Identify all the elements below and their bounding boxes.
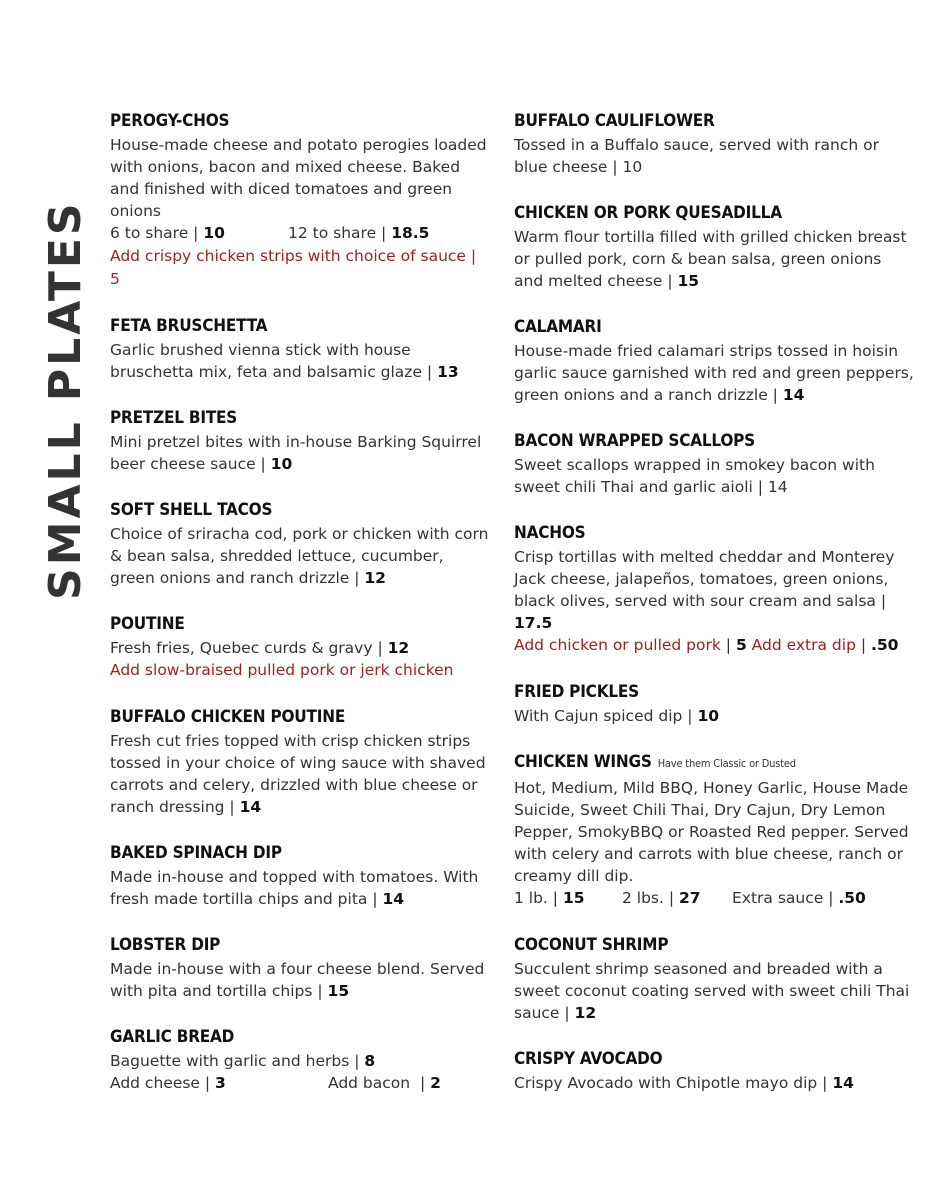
item-name: SOFT SHELL TACOS — [110, 500, 273, 520]
item-desc: Crisp tortillas with melted cheddar and Monterey Jack cheese, jalapeños, tomatoes, green onions, black olives, served with sour cream and salsa | — [514, 548, 895, 610]
item-desc: Garlic brushed vienna stick with house bruschetta mix, feta and balsamic glaze | — [110, 341, 438, 381]
menu-item — [110, 932, 490, 1002]
item-price: 15 — [327, 982, 350, 1000]
menu-item — [110, 704, 490, 818]
option-price: 27 — [679, 889, 701, 907]
menu-item — [110, 497, 490, 589]
item-desc: Crispy Avocado with Chipotle mayo dip | — [514, 1074, 833, 1092]
item-name: FETA BRUSCHETTA — [110, 316, 268, 336]
addon-price: 5 — [735, 636, 747, 654]
menu-item — [110, 611, 490, 682]
item-desc: Fresh fries, Quebec curds & gravy | — [110, 639, 388, 657]
item-name: BUFFALO CHICKEN POUTINE — [110, 707, 346, 727]
item-name: BUFFALO CAULIFLOWER — [514, 111, 715, 131]
option-label: 6 to share | — [110, 224, 204, 242]
item-addon: Add slow-braised pulled pork or jerk chicken — [110, 661, 454, 679]
item-name: PRETZEL BITES — [110, 408, 238, 428]
item-desc: Tossed in a Buffalo sauce, served with ranch or blue cheese | 10 — [514, 136, 880, 176]
left-column — [110, 108, 490, 1117]
option-label: 12 to share | — [288, 224, 392, 242]
right-column — [514, 108, 914, 1116]
item-name: BACON WRAPPED SCALLOPS — [514, 431, 755, 451]
item-desc: Made in-house and topped with tomatoes. With fresh made tortilla chips and pita | — [110, 868, 479, 908]
item-name: LOBSTER DIP — [110, 935, 221, 955]
menu-item — [514, 314, 914, 406]
addon-price: 3 — [215, 1074, 226, 1092]
item-name: CALAMARI — [514, 317, 602, 337]
option-price: .50 — [838, 889, 866, 907]
item-desc: Fresh cut fries topped with crisp chicken strips tossed in your choice of wing sauce with shaved carrots and celery, drizzled with blue cheese or ranch dressing | — [110, 732, 486, 816]
menu-item — [110, 108, 490, 291]
item-price: 10 — [697, 707, 720, 725]
item-desc: Made in-house with a four cheese blend. Served with pita and tortilla chips | — [110, 960, 485, 1000]
item-name: CHICKEN WINGS — [514, 752, 652, 772]
menu-item — [514, 679, 914, 727]
item-desc: Baguette with garlic and herbs | — [110, 1052, 365, 1070]
option-price: 18.5 — [391, 224, 430, 242]
item-name: NACHOS — [514, 523, 586, 543]
item-name: GARLIC BREAD — [110, 1027, 235, 1047]
addon-label: Add chicken or pulled pork — [514, 636, 721, 654]
item-price: 10 — [270, 455, 293, 473]
addon-label: Add extra dip — [751, 636, 856, 654]
item-desc: Warm flour tortilla filled with grilled chicken breast or pulled pork, corn & bean salsa, green onions and melted cheese | — [514, 228, 907, 290]
item-price: 14 — [382, 890, 405, 908]
menu-item — [110, 405, 490, 475]
item-note: Have them Classic or Dusted — [657, 757, 796, 770]
item-desc: Choice of sriracha cod, pork or chicken with corn & bean salsa, shredded lettuce, cucumber, green onions and ranch drizzle | — [110, 525, 489, 587]
item-price: 12 — [387, 639, 410, 657]
option-label: 2 lbs. | — [622, 889, 680, 907]
section-title: SMALL PLATES — [40, 200, 91, 600]
item-name: CHICKEN OR PORK QUESADILLA — [514, 203, 782, 223]
menu-item: NACHOS Crisp tortillas with melted cheddar and Monterey Jack cheese, jalapeños, tomatoes, green onions, black olives, served with sour cream and salsa | 17.5 Add chicken or pulled pork | 5 Add extra dip | .50 — [514, 520, 914, 657]
item-name: PEROGY-CHOS — [110, 111, 230, 131]
item-desc: With Cajun spiced dip | — [514, 707, 698, 725]
option-price: 10 — [203, 224, 225, 242]
item-desc: Mini pretzel bites with in-house Barking Squirrel beer cheese sauce | — [110, 433, 482, 473]
item-price: 14 — [782, 386, 805, 404]
item-desc: House-made cheese and potato perogies loaded with onions, bacon and mixed cheese. Baked and finished with diced tomatoes and green onions — [110, 136, 487, 220]
item-desc: Hot, Medium, Mild BBQ, Honey Garlic, House Made Suicide, Sweet Chili Thai, Dry Cajun, Dry Lemon Pepper, SmokyBBQ or Roasted Red pepper. Served with celery and carrots with blue cheese, ranch or creamy dill dip. — [514, 779, 909, 885]
menu-item: GARLIC BREAD Baguette with garlic and herbs | 8 Add cheese | 3 Add bacon | 2 — [110, 1024, 490, 1095]
addon-price: 2 — [430, 1074, 441, 1092]
menu-item — [514, 749, 914, 910]
menu-item — [514, 428, 914, 498]
item-name: BAKED SPINACH DIP — [110, 843, 282, 863]
option-label: 1 lb. | — [514, 889, 563, 907]
item-price: 14 — [832, 1074, 854, 1092]
item-name: POUTINE — [110, 614, 185, 634]
option-price: 15 — [562, 889, 585, 907]
item-price: 14 — [239, 798, 262, 816]
menu-item — [514, 932, 914, 1024]
item-price: 12 — [574, 1004, 597, 1022]
item-price: 13 — [437, 363, 459, 381]
item-name: COCONUT SHRIMP — [514, 935, 669, 955]
menu-item — [514, 200, 914, 292]
item-name: CRISPY AVOCADO — [514, 1049, 663, 1069]
item-desc: Sweet scallops wrapped in smokey bacon with sweet chili Thai and garlic aioli | 14 — [514, 456, 875, 496]
addon-price: .50 — [870, 636, 899, 654]
menu-item — [110, 840, 490, 910]
menu-item — [514, 1046, 914, 1094]
menu-item — [110, 313, 490, 383]
item-desc: Succulent shrimp seasoned and breaded with a sweet coconut coating served with sweet chili Thai sauce | — [514, 960, 910, 1022]
addon-label: Add cheese — [110, 1074, 200, 1092]
item-price: 15 — [677, 272, 700, 290]
item-price: 8 — [364, 1052, 376, 1070]
addon-label: Add bacon — [328, 1074, 411, 1092]
item-desc: House-made fried calamari strips tossed in hoisin garlic sauce garnished with red and green peppers, green onions and a ranch drizzle | — [514, 342, 914, 404]
item-addon: Add crispy chicken strips with choice of sauce | 5 — [110, 247, 477, 288]
menu-item — [514, 108, 914, 178]
item-price: 12 — [364, 569, 386, 587]
item-name: FRIED PICKLES — [514, 682, 639, 702]
item-price: 17.5 — [514, 614, 553, 632]
option-label: Extra sauce | — [732, 889, 839, 907]
